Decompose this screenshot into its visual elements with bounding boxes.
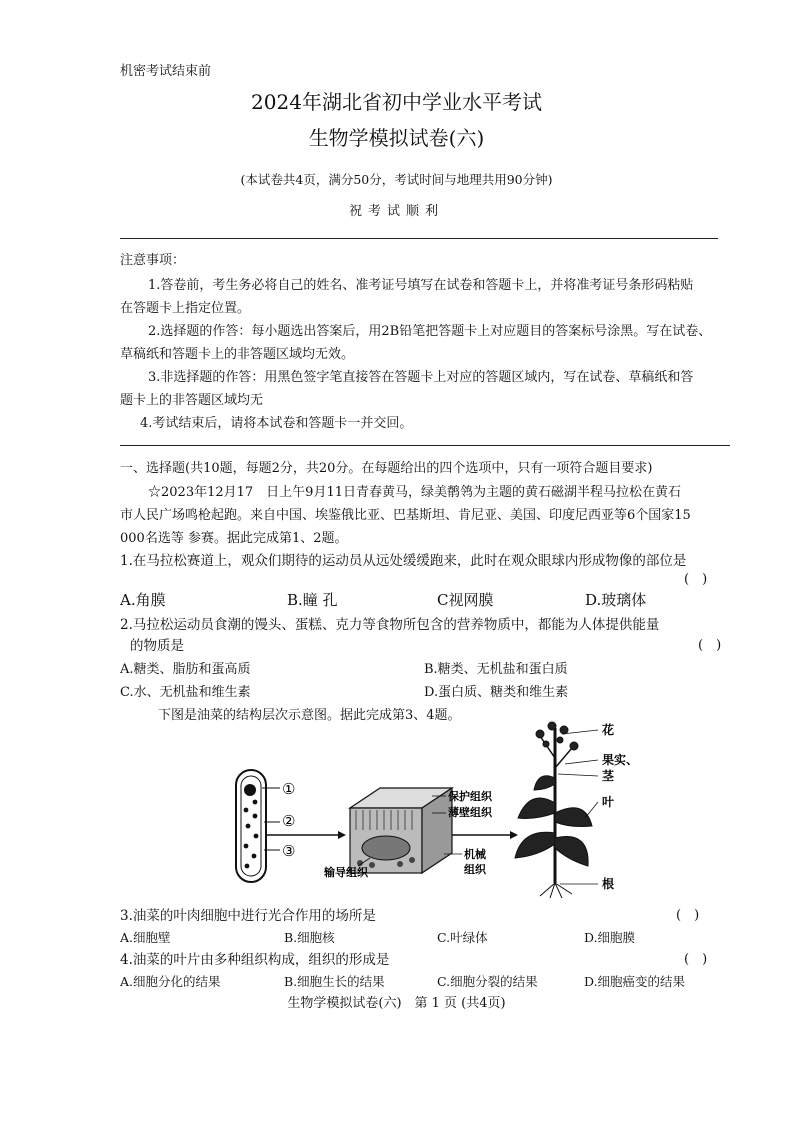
question-4-answer-blank: ( ) [684,952,708,967]
question-2-stem-line-2: 的物质是 [130,638,184,654]
section-1-heading: 一、选择题(共10题，每题2分，共20分。在每题给出的四个选项中，只有一项符合题目要求) [120,461,653,476]
divider-top [120,238,718,239]
question-1-option-b: B.瞳 孔 [287,591,338,609]
question-1-option-c: C视网膜 [437,591,494,609]
mechanical-tissue-label-2: 组织 [464,863,486,876]
question-2-option-a: A.糖类、脂肪和蛋高质 [120,662,251,677]
flower-label: 花 [602,723,615,737]
intro-line-2: 市人民广场鸣枪起跑。来自中国、埃鉴俄比亚、巴基斯坦、肯尼亚、美国、印度尼西亚等6个国家15 [120,508,691,523]
exam-info: (本试卷共4页，满分50分，考试时间与地理共用90分钟) [240,172,553,187]
exam-title: 2024年湖北省初中学业水平考试 [251,90,542,114]
fruit-label: 果实、 [602,753,639,767]
leaf-label: 叶 [602,795,615,809]
cell-label-2: ② [282,812,296,830]
notes-heading: 注意事项： [120,253,186,268]
confidential-label: 机密考试结束前 [120,64,212,79]
cell-label-3: ③ [282,842,296,860]
question-3-stem: 3.油菜的叶肉细胞中进行光合作用的场所是 [120,908,376,924]
intro-line-3: 000名选等 参赛。据此完成第1、2题。 [120,531,348,546]
good-luck-text: 祝考试顺利 [348,204,444,219]
question-4-option-b: B.细胞生长的结果 [284,974,385,989]
question-3-option-d: D.细胞膜 [584,930,636,945]
question-3-option-a: A.细胞壁 [120,930,171,945]
question-3-answer-blank: ( ) [676,908,700,923]
question-4-option-d: D.细胞癌变的结果 [584,974,686,989]
question-1-option-d: D.玻璃体 [585,591,647,609]
conductive-tissue-label: 输导组织 [324,866,368,879]
rapeseed-structure-figure [200,718,640,898]
question-4-option-a: A.细胞分化的结果 [120,974,221,989]
note-1-line-2: 在答题卡上指定位置。 [120,301,251,316]
note-1-line-1: 1.答卷前，考生务必将自己的姓名、准考证号填写在试卷和答题卡上，并将准考证号条形码粘贴 [148,278,694,293]
question-3-option-c: C.叶绿体 [437,930,488,945]
note-2-line-1: 2.选择题的作答：每小题选出答案后，用2B铅笔把答题卡上对应题目的答案标号涂黑。写在试卷、 [148,324,712,339]
question-2-answer-blank: ( ) [698,638,722,653]
exam-subtitle: 生物学模拟试卷(六) [308,126,485,150]
figure-intro: 下图是油菜的结构层次示意图。据此完成第3、4题。 [158,708,461,723]
parenchyma-label: 薄壁组织 [448,806,492,819]
question-2-option-b: B.糖类、无机盐和蛋白质 [424,662,568,677]
note-2-line-2: 草稿纸和答题卡上的非答题区域均无效。 [120,347,355,362]
note-3-line-1: 3.非选择题的作答：用黑色签字笔直接答在答题卡上对应的答题区域内，写在试卷、草稿纸和答 [148,370,694,385]
question-1-option-a: A.角膜 [120,591,166,609]
question-4-stem: 4.油菜的叶片由多种组织构成，组织的形成是 [120,952,390,968]
stem-label: 茎 [602,769,615,783]
divider-notes [120,445,730,446]
rapeseed-plant [515,722,592,898]
note-3-line-2: 题卡上的非答题区域均无 [120,393,264,408]
cell-diagram [236,770,266,882]
question-2-stem-line-1: 2.马拉松运动员食潮的馒头、蛋糕、克力等食物所包含的营养物质中，都能为人体提供能量 [120,617,660,633]
cell-label-1: ① [282,780,296,798]
leaf-tissue-block [350,788,452,873]
question-2-option-c: C.水、无机盐和维生素 [120,685,251,700]
note-4: 4.考试结束后，请将本试卷和答题卡一并交回。 [140,416,413,431]
mechanical-tissue-label-1: 机械 [464,848,486,861]
question-3-option-b: B.细胞核 [284,930,335,945]
intro-line-1: ☆2023年12月17 日上午9月11日青春黄马，绿美鹡鸰为主题的黄石磁湖半程马拉松在黄石 [148,485,681,500]
page-footer: 生物学模拟试卷(六) 第 1 页 (共4页) [287,996,506,1011]
protective-tissue-label: 保护组织 [448,790,492,803]
question-1-answer-blank: ( ) [684,572,708,587]
root-label: 根 [602,877,615,891]
question-4-option-c: C.细胞分裂的结果 [437,974,538,989]
question-2-option-d: D.蛋白质、糖类和维生素 [424,685,569,700]
question-1-stem: 1.在马拉松赛道上，观众们期待的运动员从远处缓缓跑来，此时在观众眼球内形成物像的部位是 [120,553,687,569]
